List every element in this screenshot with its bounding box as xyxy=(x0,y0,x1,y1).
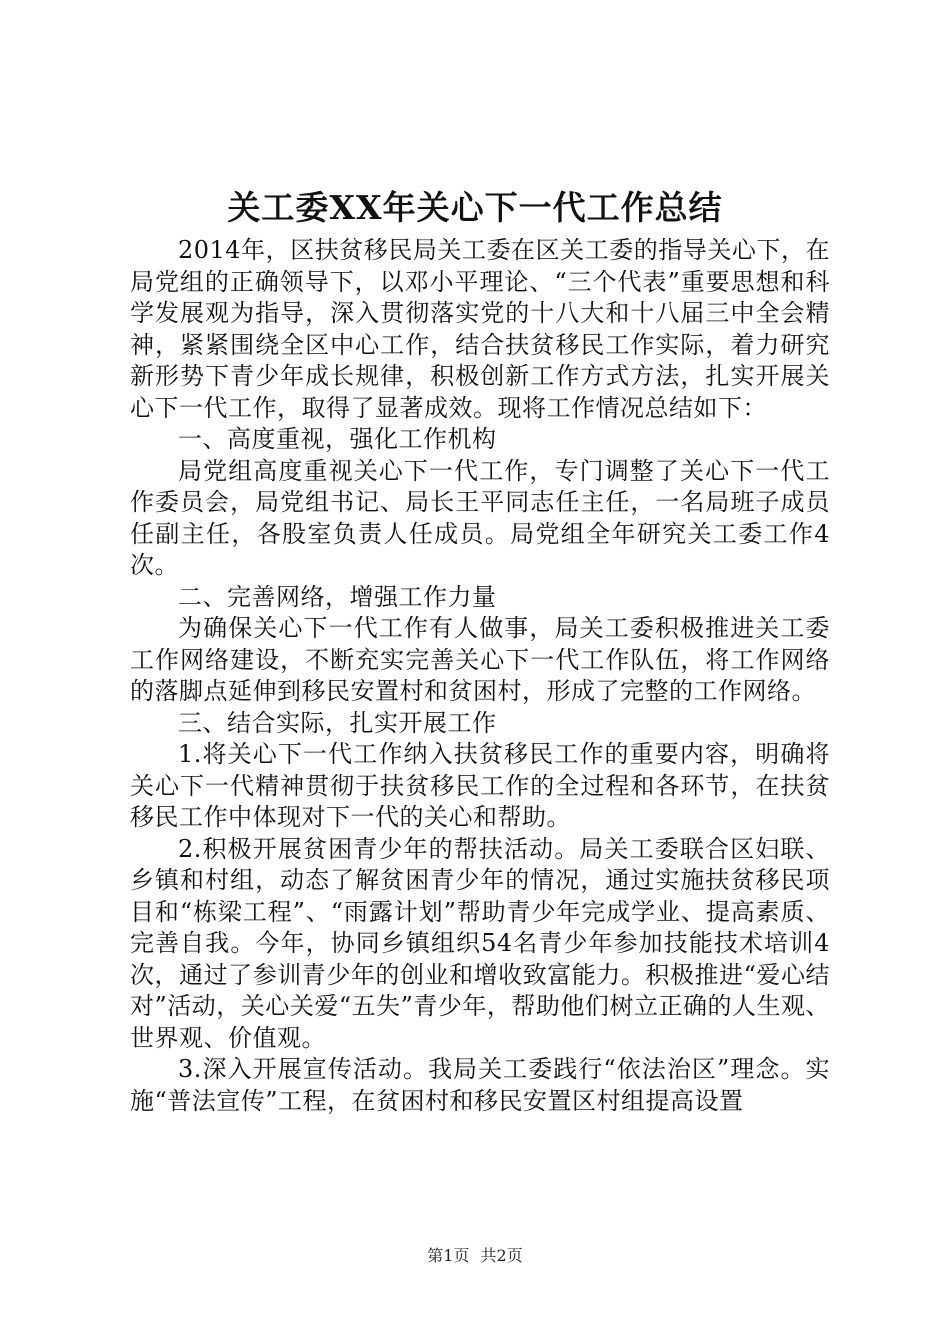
page-number-total: 共2页 xyxy=(480,1246,523,1265)
section-1-paragraph: 局党组高度重视关心下一代工作，专门调整了关心下一代工作委员会，局党组书记、局长王平同志任主任，一名局班子成员任副主任，各股室负责人任成员。局党组全年研究关工委工作4次。 xyxy=(130,456,830,579)
section-heading-3: 三、结合实际，扎实开展工作 xyxy=(178,708,497,737)
item-3-paragraph: 3.深入开展宣传活动。我局关工委践行“依法治区”理念。实施“普法宣传”工程，在贫困村和移民安置区村组提高设置 xyxy=(130,1055,830,1115)
page-number-current: 第1页 xyxy=(427,1246,470,1265)
page-footer xyxy=(0,1244,950,1268)
section-heading-1: 一、高度重视，强化工作机构 xyxy=(178,425,497,453)
section-heading-2: 二、完善网络，增强工作力量 xyxy=(178,582,497,611)
item-2-paragraph: 2.积极开展贫困青少年的帮扶活动。局关工委联合区妇联、乡镇和村组，动态了解贫困青少年的情况，通过实施扶贫移民项目和“栋梁工程”、“雨露计划”帮助青少年完成学业、提高素质、完善自我。今年，协同乡镇组织54名青少年参加技能技术培训4次，通过了参训青少年的创业和增收致富能力。积极推进“爱心结对”活动，关心关爱“五失”青少年，帮助他们树立正确的人生观、世界观、价值观。 xyxy=(130,834,830,1052)
intro-paragraph: 2014年，区扶贫移民局关工委在区关工委的指导关心下，在局党组的正确领导下，以邓小平理论、“三个代表”重要思想和科学发展观为指导，深入贯彻落实党的十八大和十八届三中全会精神，紧紧围绕全区中心工作，结合扶贫移民工作实际，着力研究新形势下青少年成长规律，积极创新工作方式方法，扎实开展关心下一代工作，取得了显著成效。现将工作情况总结如下： xyxy=(130,236,830,422)
document-body xyxy=(130,235,830,1117)
document-title: 关工委XX年关心下一代工作总结 xyxy=(227,188,723,227)
section-2-paragraph: 为确保关心下一代工作有人做事，局关工委积极推进关工委工作网络建设，不断充实完善关心下一代工作队伍，将工作网络的落脚点延伸到移民安置村和贫困村，形成了完整的工作网络。 xyxy=(130,614,830,705)
item-1-paragraph: 1.将关心下一代工作纳入扶贫移民工作的重要内容，明确将关心下一代精神贯彻于扶贫移民工作的全过程和各环节，在扶贫移民工作中体现对下一代的关心和帮助。 xyxy=(130,740,830,831)
